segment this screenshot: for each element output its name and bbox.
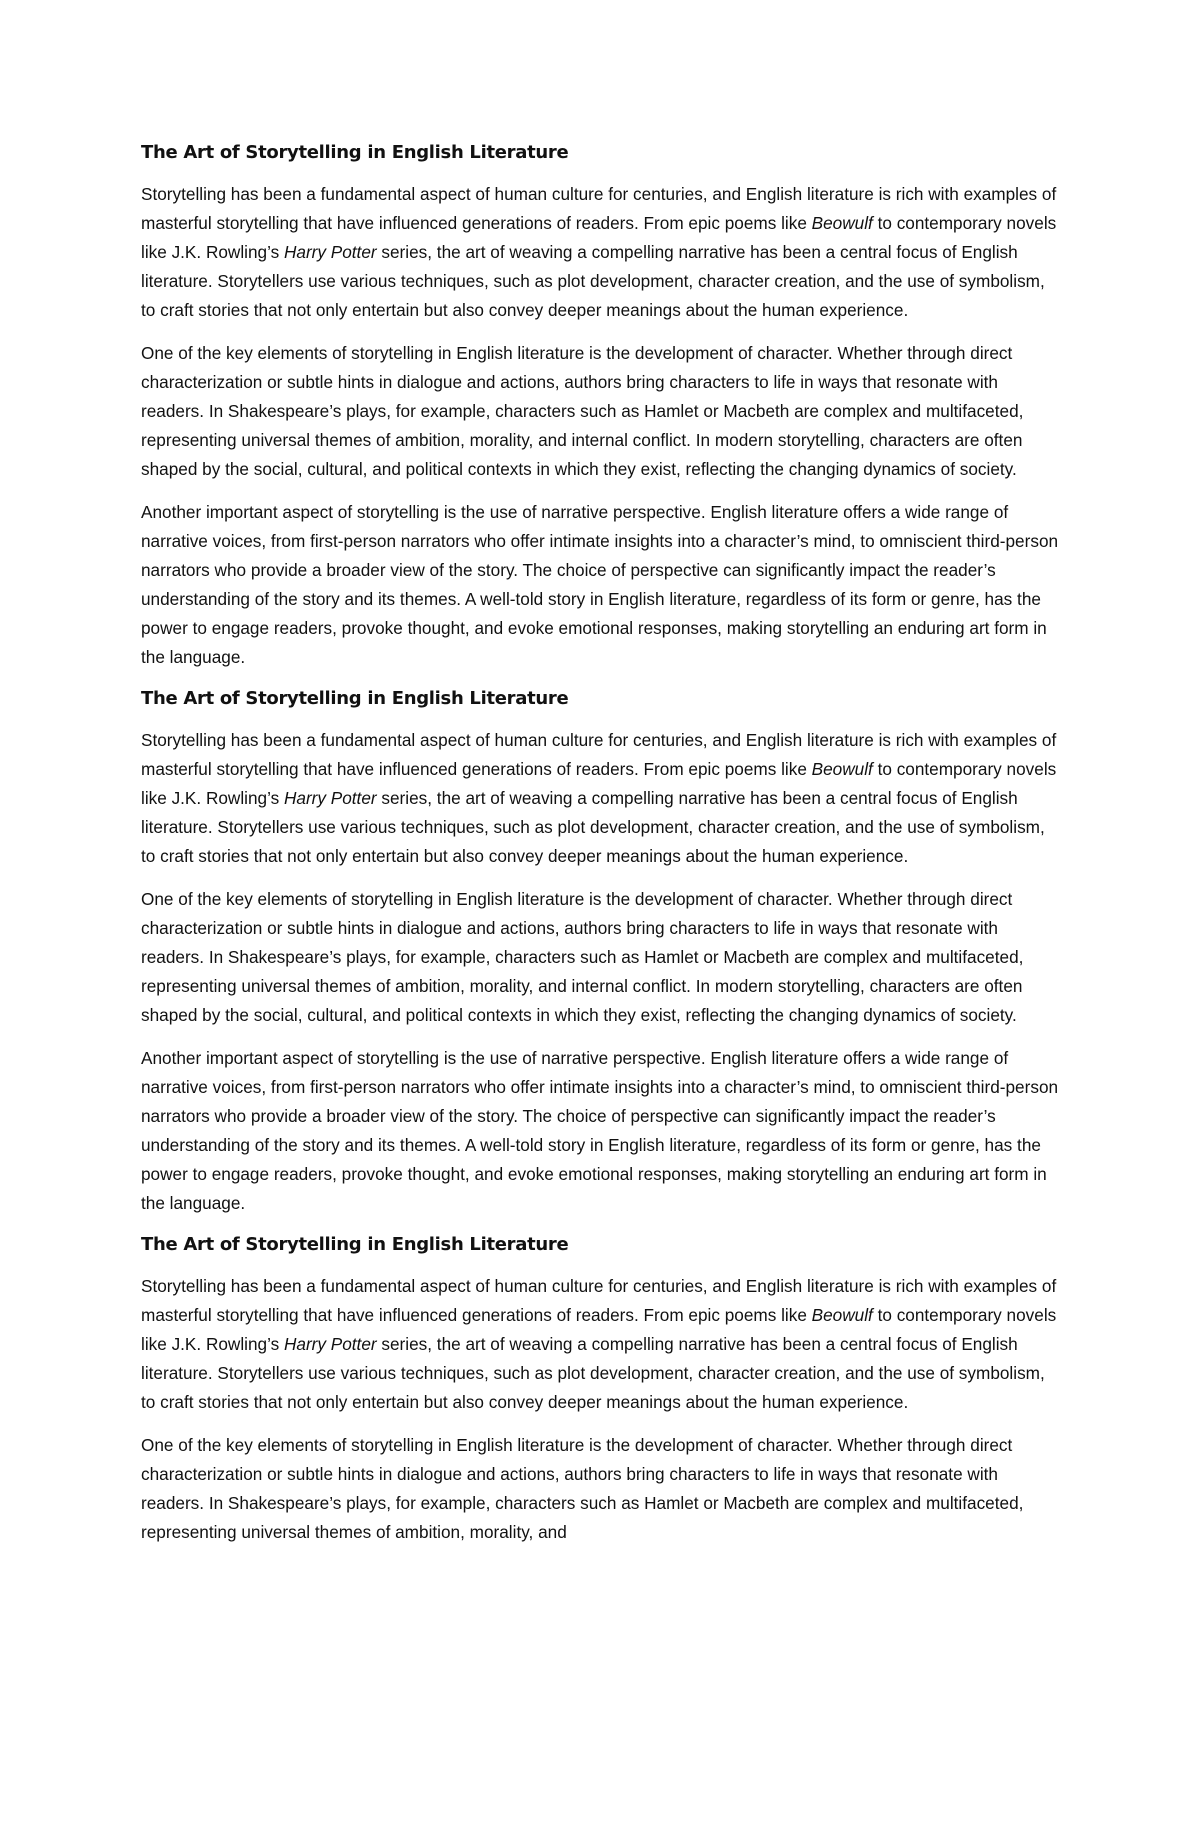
- section-heading: The Art of Storytelling in English Literature: [141, 1234, 569, 1255]
- section-2: [141, 686, 1059, 1218]
- italic-title: Beowulf: [811, 759, 873, 779]
- italic-title: Beowulf: [811, 1305, 873, 1325]
- paragraph-intro: [141, 180, 1059, 325]
- text-run: Storytelling has been a fundamental aspect of human culture for centuries, and English literature is rich with examples of masterful storytelling that have influenced generations of readers. From epic poems like: [141, 730, 1057, 779]
- text-run: to contemporary novels like J.K. Rowling’s: [141, 213, 1057, 262]
- paragraph-character: One of the key elements of storytelling in English literature is the development of character. Whether through direct characterization or subtle hints in dialogue and actions, authors bring characters to life in ways that resonate with readers. In Shakespeare’s plays, for example, characters such as Hamlet or Macbeth are complex and multifaceted, representing universal themes of ambition, morality, and internal conflict. In modern storytelling, characters are often shaped by the social, cultural, and political contexts in which they exist, reflecting the changing dynamics of society.: [141, 889, 1024, 1025]
- italic-title: Harry Potter: [283, 788, 377, 808]
- text-run: series, the art of weaving a compelling narrative has been a central focus of English literature. Storytellers use various techniques, such as plot development, character creation, and the use of symbolism, to craft stories that not only entertain but also convey deeper meanings about the human experience.: [141, 788, 1045, 866]
- text-run: series, the art of weaving a compelling narrative has been a central focus of English literature. Storytellers use various techniques, such as plot development, character creation, and the use of symbolism, to craft stories that not only entertain but also convey deeper meanings about the human experience.: [141, 1334, 1045, 1412]
- paragraph-character: One of the key elements of storytelling in English literature is the development of character. Whether through direct characterization or subtle hints in dialogue and actions, authors bring characters to life in ways that resonate with readers. In Shakespeare’s plays, for example, characters such as Hamlet or Macbeth are complex and multifaceted, representing universal themes of ambition, morality, and: [141, 1435, 1024, 1542]
- section-heading: The Art of Storytelling in English Literature: [141, 142, 569, 163]
- paragraph-perspective: Another important aspect of storytelling is the use of narrative perspective. English literature offers a wide range of narrative voices, from first-person narrators who offer intimate insights into a character’s mind, to omniscient third-person narrators who provide a broader view of the story. The choice of perspective can significantly impact the reader’s understanding of the story and its themes. A well-told story in English literature, regardless of its form or genre, has the power to engage readers, provoke thought, and evoke emotional responses, making storytelling an enduring art form in the language.: [141, 502, 1059, 667]
- italic-title: Harry Potter: [283, 242, 377, 262]
- text-run: to contemporary novels like J.K. Rowling’s: [141, 759, 1057, 808]
- italic-title: Harry Potter: [283, 1334, 377, 1354]
- text-run: to contemporary novels like J.K. Rowling’s: [141, 1305, 1057, 1354]
- text-run: Storytelling has been a fundamental aspect of human culture for centuries, and English literature is rich with examples of masterful storytelling that have influenced generations of readers. From epic poems like: [141, 1276, 1057, 1325]
- section-3: [141, 1232, 1059, 1547]
- paragraph-intro: [141, 726, 1059, 871]
- text-run: Storytelling has been a fundamental aspect of human culture for centuries, and English literature is rich with examples of masterful storytelling that have influenced generations of readers. From epic poems like: [141, 184, 1057, 233]
- paragraph-intro: [141, 1272, 1059, 1417]
- paragraph-character: One of the key elements of storytelling in English literature is the development of character. Whether through direct characterization or subtle hints in dialogue and actions, authors bring characters to life in ways that resonate with readers. In Shakespeare’s plays, for example, characters such as Hamlet or Macbeth are complex and multifaceted, representing universal themes of ambition, morality, and internal conflict. In modern storytelling, characters are often shaped by the social, cultural, and political contexts in which they exist, reflecting the changing dynamics of society.: [141, 343, 1024, 479]
- paragraph-perspective: Another important aspect of storytelling is the use of narrative perspective. English literature offers a wide range of narrative voices, from first-person narrators who offer intimate insights into a character’s mind, to omniscient third-person narrators who provide a broader view of the story. The choice of perspective can significantly impact the reader’s understanding of the story and its themes. A well-told story in English literature, regardless of its form or genre, has the power to engage readers, provoke thought, and evoke emotional responses, making storytelling an enduring art form in the language.: [141, 1048, 1059, 1213]
- section-heading: The Art of Storytelling in English Literature: [141, 688, 569, 709]
- text-run: series, the art of weaving a compelling narrative has been a central focus of English literature. Storytellers use various techniques, such as plot development, character creation, and the use of symbolism, to craft stories that not only entertain but also convey deeper meanings about the human experience.: [141, 242, 1045, 320]
- section-1: [141, 140, 1059, 672]
- italic-title: Beowulf: [811, 213, 873, 233]
- document-page: [141, 140, 1059, 1561]
